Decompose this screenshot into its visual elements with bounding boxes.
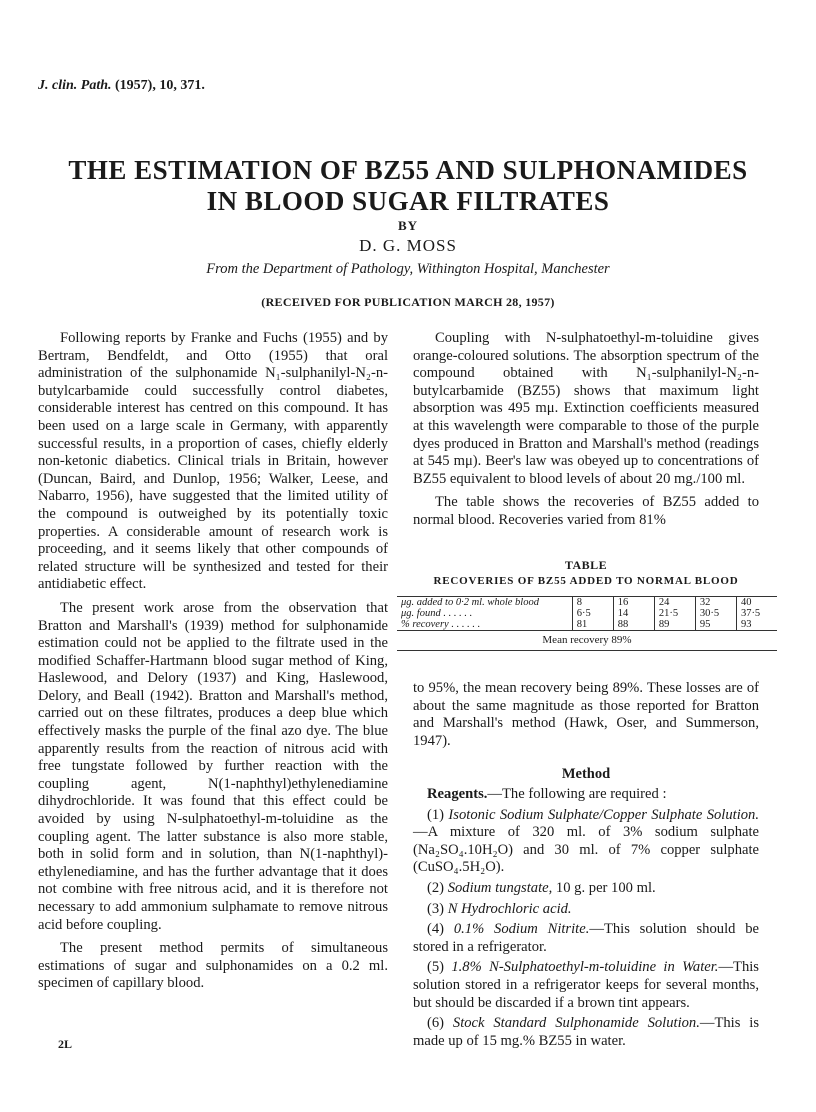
reagent-name: 0.1% Sodium Nitrite.	[453, 921, 590, 938]
table-cell: 32	[695, 597, 736, 608]
reagent-number: (1)	[427, 806, 445, 823]
table-cell: 14	[613, 608, 654, 619]
right-column-top	[413, 330, 759, 536]
intro-paragraph-1: Following reports by Franke and Fuchs (1955) and by Bertram, Bendfeldt, and Otto (1955) that oral administration of the sulphonamide N₁-sulphanilyl-N₂-n-butylcarbamide could successfully control diabetes, considerable interest has centred on this compound. It has been used on a large scale in Germany, with apparently successful results, in a proportion of cases, chiefly elderly non-ketonic diabetics. Clinical trials in Britain, however (Duncan, Baird, and Dunlop, 1956; Walker, Leese, and Nabarro, 1956), have suggested that the limited utility of the compound is outweighed by its potentially toxic properties. A considerable amount of research work is proceeding, and it seems likely that other compounds of related structure will be synthesized and tested for their antidiabetic effect.	[38, 330, 388, 593]
table-cell: 89	[654, 619, 695, 630]
right-column-continued	[413, 680, 759, 756]
table-cell: 30·5	[695, 608, 736, 619]
left-column	[38, 330, 388, 999]
table-cell: 93	[736, 619, 777, 630]
journal-citation	[38, 78, 205, 94]
reagent-list	[413, 807, 759, 1051]
reagent-item	[413, 901, 759, 919]
reagent-name: Stock Standard Sulphonamide Solution.	[452, 1015, 700, 1032]
reagent-number: (5)	[427, 959, 445, 976]
table-caption: RECOVERIES OF BZ55 ADDED TO NORMAL BLOOD	[433, 575, 739, 587]
table-row	[397, 608, 777, 619]
by-line: BY	[397, 218, 419, 233]
table-cell: 16	[613, 597, 654, 608]
table-cell: 88	[613, 619, 654, 630]
method-heading: Method	[561, 766, 611, 782]
reagent-name: N Hydrochloric acid.	[447, 900, 572, 917]
reagents-section	[413, 786, 759, 1053]
reagent-name: Isotonic Sodium Sulphate/Copper Sulphate Solution.	[448, 806, 760, 823]
title-line-1: THE ESTIMATION OF BZ55 AND SULPHONAMIDES	[68, 155, 748, 185]
page-signature: 2L	[58, 1037, 73, 1051]
reagent-text: —This solution should be stored in a refrigerator.	[413, 921, 759, 955]
row-label: μg. added to 0·2 ml. whole blood	[401, 597, 539, 608]
table-row	[397, 619, 777, 630]
reagent-text: 10 g. per 100 ml.	[552, 879, 656, 896]
reagent-item	[413, 1015, 759, 1050]
title-line-2: IN BLOOD SUGAR FILTRATES	[206, 186, 610, 216]
row-label: % recovery . . . . . .	[401, 619, 481, 630]
reagents-intro	[413, 786, 759, 804]
table-cell: 95	[695, 619, 736, 630]
losses-paragraph: to 95%, the mean recovery being 89%. These losses are of about the same magnitude as those reported for Bratton and Marshall's method (Hawk, Oser, and Summerson, 1947).	[413, 680, 759, 749]
affiliation: From the Department of Pathology, Withington Hospital, Manchester	[206, 261, 610, 277]
table-cell: 8	[572, 597, 613, 608]
recovery-table	[397, 596, 777, 651]
table-cell: 37·5	[736, 608, 777, 619]
table-cell: 81	[572, 619, 613, 630]
table-label: TABLE	[564, 558, 608, 572]
reagent-name: Sodium tungstate,	[447, 879, 553, 896]
table-cell: 40	[736, 597, 777, 608]
intro-paragraph-2: The present work arose from the observation that Bratton and Marshall's (1939) method for sulphonamide estimation could not be applied to the filtrate used in the modified Schaffer-Hartmann blood sugar method of King, Haslewood, and Delory (1937) and King, Haslewood, Delory, and Beall (1942). Bratton and Marshall's method, carried out on these filtrates, produces a deep blue which effectively masks the purple of the final azo dye. The blue apparently results from the reaction of nitrous acid with free tungstate followed by further reaction with the coupling agent, N(1-naphthyl)ethylenediamine dihydrochloride. It was found that this effect could be avoided by using N-sulphatoethyl-m-toluidine as the coupling agent. The latter substance is also more stable, both in solid form and in solution, than N(1-naphthyl)-ethylenediamine, and has the further advantage that it does not combine with free nitrous acid, and it is therefore not necessary to add ammonium sulphamate to remove nitrous acid before coupling.	[38, 599, 388, 933]
table-cell: 24	[654, 597, 695, 608]
table-cell: 21·5	[654, 608, 695, 619]
table-cell: 6·5	[572, 608, 613, 619]
journal-year: (1957),	[115, 78, 156, 93]
journal-volume: 10,	[159, 78, 177, 93]
reagent-item	[413, 880, 759, 898]
row-label: μg. found . . . . . .	[401, 608, 473, 619]
coupling-paragraph: Coupling with N-sulphatoethyl-m-toluidine gives orange-coloured solutions. The absorption spectrum of the compound obtained with N₁-sulphanilyl-N₂-n-butylcarbamide (BZ55) shows that maximum light absorption was 495 mμ. Extinction coefficients measured at this wavelength were comparable to those of the purple dyes produced in Bratton and Marshall's method (readings at 545 mμ). Beer's law was obeyed up to concentrations of BZ55 equivalent to blood levels of about 20 mg./100 ml.	[413, 330, 759, 487]
reagent-text: —A mixture of 320 ml. of 3% sodium sulphate (Na₂SO₄.10H₂O) and 30 ml. of 7% copper sulphate (CuSO₄.5H₂O).	[413, 824, 759, 876]
reagent-text: —This solution stored in a refrigerator keeps for several months, but should be discarded if a brown tint appears.	[413, 959, 759, 1011]
reagent-text: —This is made up of 15 mg.% BZ55 in water.	[413, 1015, 760, 1049]
reagent-item	[413, 807, 759, 877]
reagent-number: (4)	[427, 921, 445, 938]
article-title	[40, 155, 776, 217]
author-name: D. G. MOSS	[359, 236, 457, 255]
reagents-lead: Reagents.	[427, 786, 488, 802]
table-intro-paragraph: The table shows the recoveries of BZ55 added to normal blood. Recoveries varied from 81%	[413, 494, 759, 528]
journal-name: J. clin. Path.	[38, 78, 112, 93]
reagents-text: —The following are required :	[487, 786, 667, 802]
reagent-item	[413, 959, 759, 1012]
reagent-number: (6)	[427, 1015, 445, 1032]
reagent-number: (3)	[427, 900, 445, 917]
received-date: (RECEIVED FOR PUBLICATION MARCH 28, 1957)	[261, 295, 555, 309]
mean-recovery: Mean recovery 89%	[542, 634, 632, 646]
recovery-table-grid	[397, 597, 777, 630]
table-bottom-rule	[397, 650, 777, 651]
reagent-item	[413, 921, 759, 956]
table-row	[397, 597, 777, 608]
reagent-name: 1.8% N-Sulphatoethyl-m-toluidine in Water.	[451, 959, 719, 976]
reagent-number: (2)	[427, 879, 445, 896]
journal-page: 371.	[180, 78, 205, 93]
intro-paragraph-3: The present method permits of simultaneous estimations of sugar and sulphonamides on a 0.2 ml. specimen of capillary blood.	[38, 940, 388, 992]
